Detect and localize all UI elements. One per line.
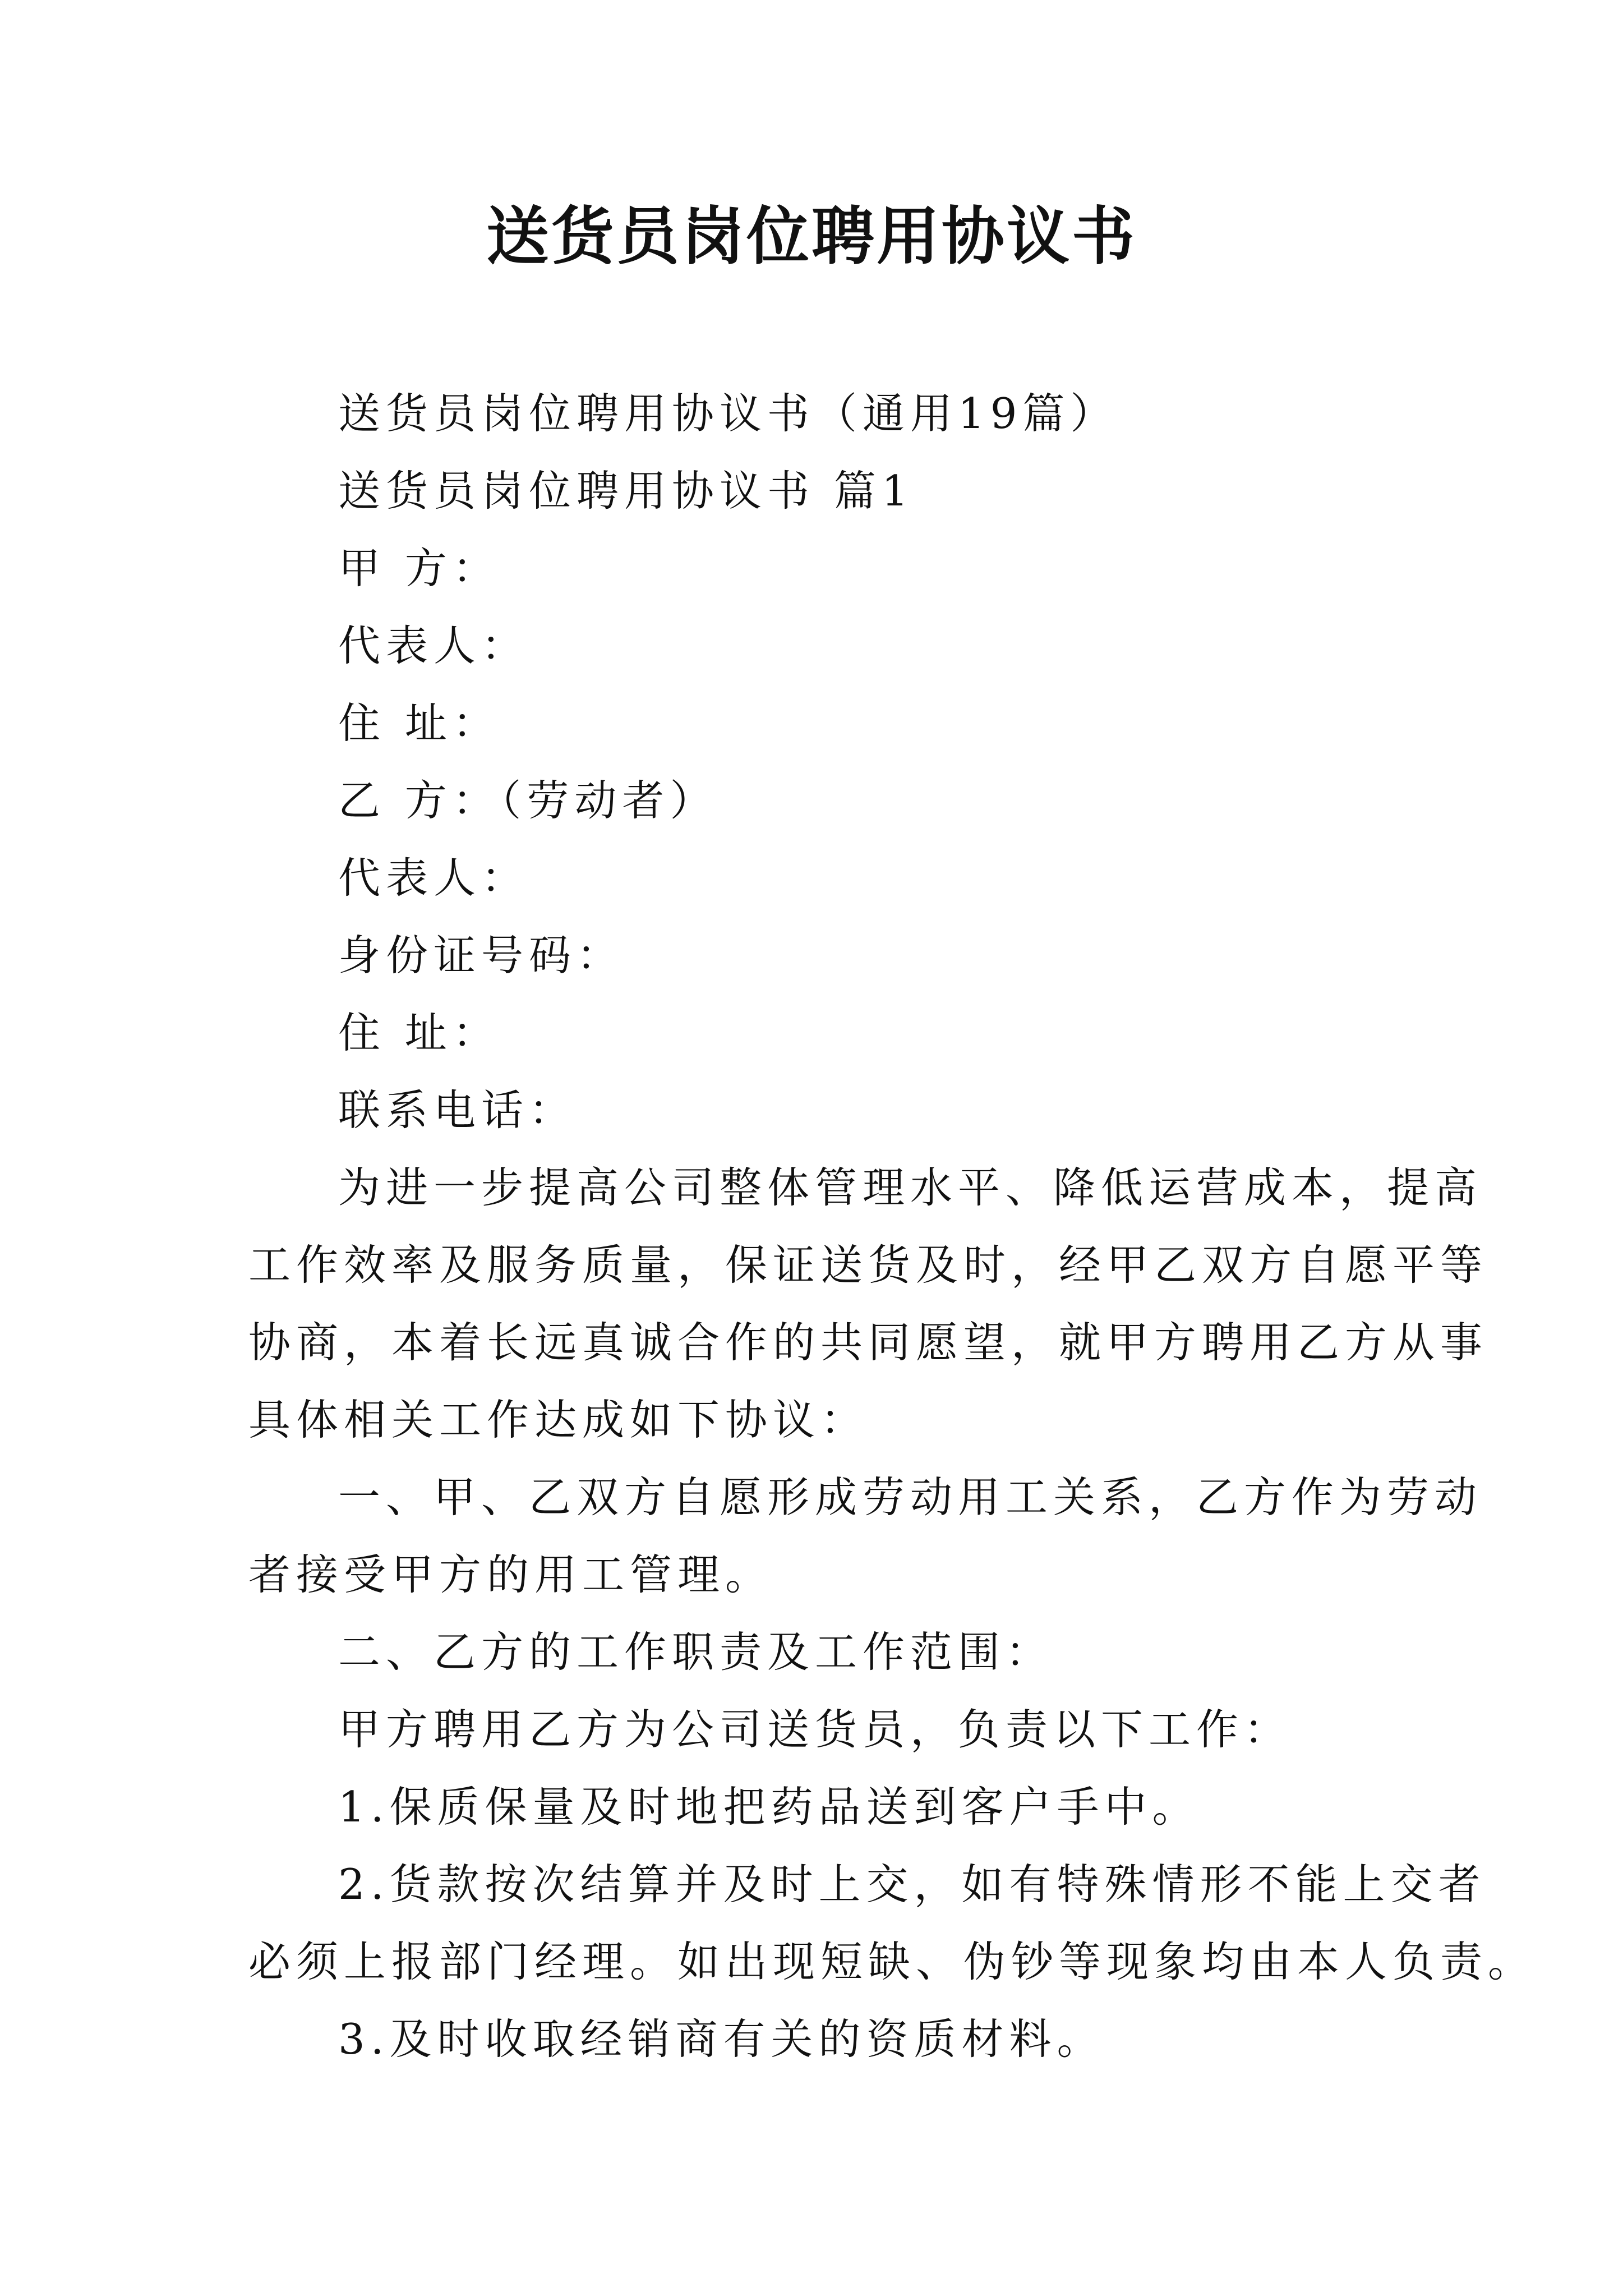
duty-item-3 [248,2000,1393,2078]
id-number-field [248,917,1393,994]
party-b-field [248,762,1393,839]
paragraph-line: 1.保质保量及时地把药品送到客户手中。 [338,1782,1200,1832]
paragraph-line: 住 址： [338,1008,500,1057]
party-a-address-field [248,684,1393,762]
party-a-field [248,530,1393,607]
paragraph-line: 工作效率及服务质量，保证送货及时，经甲乙双方自愿平等 [248,1240,1488,1290]
paragraph-line: 甲方聘用乙方为公司送货员，负责以下工作： [338,1705,1292,1754]
paragraph-line: 3.及时收取经销商有关的资质材料。 [338,2014,1105,2064]
paragraph-line: 甲 方： [338,544,500,593]
section-heading [248,452,1393,530]
paragraph-line: 身份证号码： [338,931,625,980]
duty-item-2 [248,1846,1536,2000]
document-body [248,375,1536,2078]
paragraph-line: 送货员岗位聘用协议书（通用19篇） [338,389,1118,438]
paragraph-line: 住 址： [338,698,500,748]
paragraph-line: 必须上报部门经理。如出现短缺、伪钞等现象均由本人负责。 [248,1937,1536,1986]
paragraph-line: 代表人： [338,853,529,903]
paragraph-line: 代表人： [338,621,529,670]
clause-two-intro [248,1691,1393,1768]
paragraph-line: 者接受甲方的用工管理。 [248,1550,773,1599]
party-b-address-field [248,994,1393,1071]
paragraph-line: 具体相关工作达成如下协议： [248,1395,869,1444]
party-b-representative-field [248,839,1393,917]
party-a-representative-field [248,607,1393,684]
paragraph-line: 一、甲、乙双方自愿形成劳动用工关系，乙方作为劳动 [338,1473,1483,1522]
paragraph-line: 送货员岗位聘用协议书 篇1 [338,466,914,516]
paragraph-line: 协商，本着长远真诚合作的共同愿望，就甲方聘用乙方从事 [248,1318,1488,1367]
paragraph-line: 二、乙方的工作职责及工作范围： [338,1627,1054,1677]
clause-one [248,1458,1483,1613]
paragraph-line: 乙 方：（劳动者） [338,776,718,825]
paragraph-line: 联系电话： [338,1085,577,1135]
phone-field [248,1071,1393,1149]
paragraph-line: 2.货款按次结算并及时上交，如有特殊情形不能上交者 [338,1860,1486,1909]
document-title: 送货员岗位聘用协议书 [486,200,1137,273]
clause-two-heading [248,1613,1393,1691]
preamble-paragraph [248,1149,1488,1458]
subtitle-line [248,375,1393,452]
duty-item-1 [248,1768,1393,1846]
paragraph-line: 为进一步提高公司整体管理水平、降低运营成本，提高 [338,1163,1483,1212]
